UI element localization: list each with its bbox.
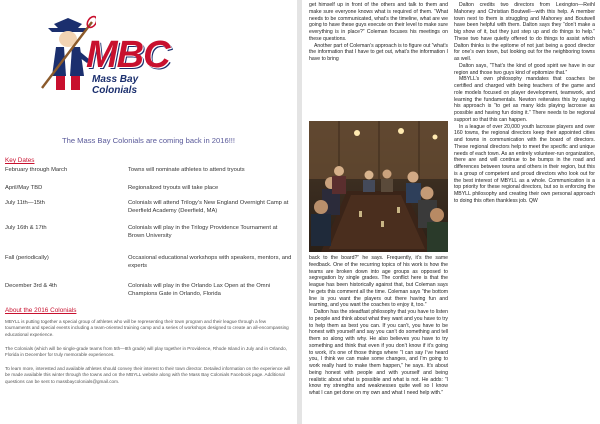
left-page — [0, 0, 297, 424]
key-date-desc: Towns will nominate athletes to attend tryouts — [128, 167, 245, 173]
key-date-desc: Occasional educational workshops with speakers, mentors, and experts — [128, 255, 292, 270]
logo-text: MBC — [86, 34, 170, 76]
key-date: December 3rd & 4th — [5, 283, 57, 289]
headline: The Mass Bay Colonials are coming back in 2016!!! — [61, 136, 236, 145]
about-paragraph: The Colonials (which will be single-grade teams from 5th—8th grade) will play together in Providence, Rhode Island in July and in Orlando, Florida in December for truly memorable experiences. — [5, 346, 287, 358]
key-date-desc: Colonials will play in the Orlando Lax Open at the Omni Champions Gate in Orlando, Florida — [128, 283, 271, 298]
article-paragraph: Dalton says, “That’s the kind of good spirit we have in our region and those two guys kind of epitomize that.” — [454, 62, 595, 76]
key-date: February through March — [5, 167, 68, 173]
right-page — [302, 0, 600, 424]
article-paragraph: Dalton credits two directors from Lexington—Reihl Mahoney and Christian Boutwell—with this help. A member town next to them is struggling and Mahoney and Boutwell have been helpful with them. Dalton says they “don’t make a big show of it, but they just step up and do things to help.” These two have quietly offered to do things to assist which Dalton thinks is the epitome of not just being a good director for one’s own town, but looking out for the neighboring towns as well. — [454, 2, 595, 62]
article-paragraph: MBYLL’s own philosophy mandates that coaches be certified and charged with being teachers of the game and role models focused on player development, teamwork, and learning the fundamentals. Newton reiterates this by saying his approach is “to get as many kids playing lacrosse as possible and having fun doing it.” There needs to be regional support so that this can happen. — [454, 76, 595, 123]
logo-subtitle: Mass Bay Colonials — [92, 74, 139, 96]
about-paragraph: MBYLL is putting together a special group of athletes who will be representing their town program and their league through a few tournaments and special events including a team-oriented training camp and a series of workshops designed to create an all-encompassing educational experience. — [5, 319, 289, 337]
article-column-2 — [454, 2, 595, 205]
article-column-1-bottom — [309, 255, 448, 397]
key-date-desc: Regionalized tryouts will take place — [128, 185, 219, 191]
meeting-photo — [309, 121, 448, 252]
article-paragraph: back to the board?” he says. Frequently, it’s the same feedback. One of the recurring topics of his work is how the teams are broken down into age groups as opposed to segregation by single grades. The conflict here is that the league has been historically against that, but Coleman says he gets this comment all the time. Coleman says “the bottom line is you want the players out there having fun and learning, and you want the coaches to enjoy it, too.” — [309, 255, 448, 309]
key-date: July 11th—15th — [5, 200, 45, 206]
article-paragraph: Another part of Coleman’s approach is to figure out “what’s the information that I have to get out, what’s the information I have to bring — [309, 42, 448, 62]
key-date: July 16th & 17th — [5, 225, 47, 231]
key-dates-title: Key Dates — [5, 157, 35, 164]
mbc-logo — [34, 14, 184, 94]
key-date-desc: Colonials will play in the Trilogy Providence Tournament at Brown University — [128, 225, 278, 240]
key-date: April/May TBD — [5, 185, 43, 191]
about-paragraph: To learn more, interested and available athletes should convey their interest to their town director. Detailed information on the experience will be made available this winter through the towns and on the MBYLL website along with the Mass Bay Colonials Facebook page. Additional questions can be sent to massbaycolonials@gmail.com. — [5, 366, 291, 384]
article-paragraph: get himself up in front of the others and talk to them and make sure everyone knows what is required of them. “What needs to be communicated, what’s the timeline, what are we going to have these guys execute on their level to make sure everything is in place?” Coleman focuses his meetings on these questions. — [309, 2, 448, 42]
article-paragraph: Dalton has the steadfast philosophy that you have to listen to people and think about what they want and you have to try to help them as best you can. If you can’t, you have to be honest with yourself and say you can’t do something and tell them so along with why. He also believes you have to try something and think that even if you don’t know if it’s going to work, it’s one of those things where “I can say I’ve heard you, I think we can make some changes, and I’m going to work really hard to make them happen,” he says. It’s about being honest with people and with yourself and being realistic about what is possible and what is not. He adds: “I know my strengths and weaknesses quite well so I know what I can get done on my own and what I need help with.” — [309, 309, 448, 396]
key-date-desc: Colonials will attend Trilogy’s New England Overnight Camp at Deerfield Academy (Deerfield, MA) — [128, 200, 289, 215]
article-column-1-top — [309, 2, 448, 63]
about-title: About the 2016 Colonials — [5, 307, 77, 314]
meeting-photo-image — [309, 121, 448, 252]
key-date: Fall (periodically) — [5, 255, 49, 261]
article-paragraph: In a league of over 20,000 youth lacrosse players and over 160 towns, the regional directors keep their appointed cities and towns in communication with the board of directors. These regional directors help to meet the specific and unique needs of each town. As an entirely volunteer-run organization, there are and will continue to be bumps in the road and differences between towns and others in their region, but this is a group of competent and proud directors who look out for the best interest of MBYLL as a whole. Communication is a top priority for these regional directors, but so is enforcing the MBYLL philosophy and creating their own personal approach to doing this often thankless job. QW — [454, 123, 595, 204]
